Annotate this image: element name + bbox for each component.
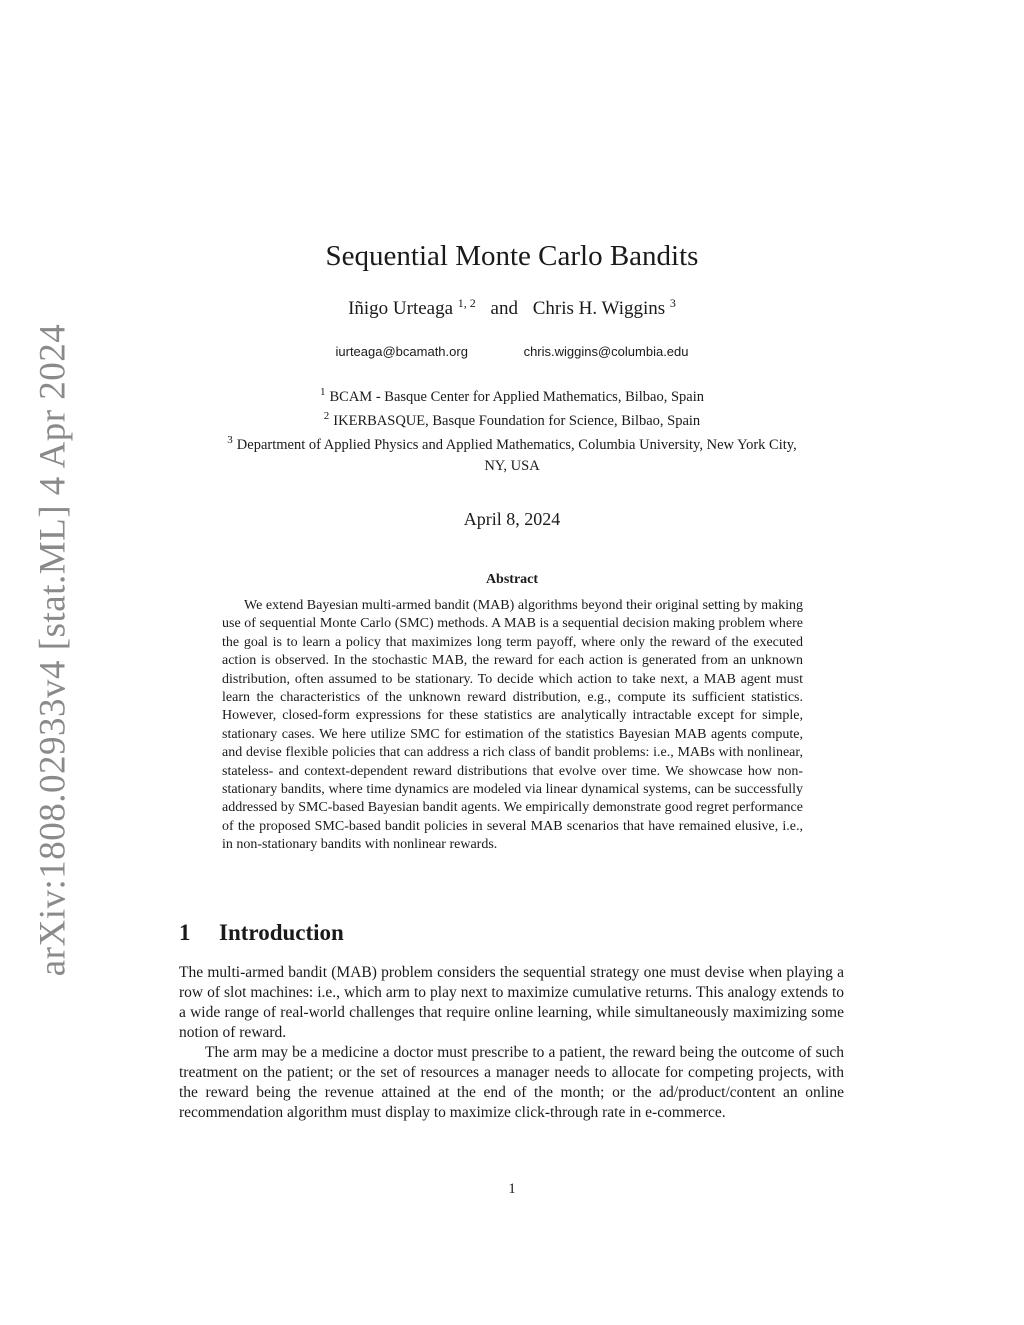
affiliation	[0, 410, 1024, 430]
arxiv-identifier-stamp: arXiv:1808.02933v4 [stat.ML] 4 Apr 2024	[32, 323, 74, 977]
section-heading	[179, 920, 344, 946]
affiliation-marker: 2	[323, 410, 330, 422]
affiliation	[0, 434, 1024, 454]
abstract-heading: Abstract	[485, 572, 539, 587]
body-paragraph: The arm may be a medicine a doctor must prescribe to a patient, the reward being the outcome of such treatment on the patient; or the set of resources a manager needs to allocate for competing projects, with the reward being the revenue attained at the end of the month; or the ad/product/content an online recommendation algorithm must display to maximize click-through rate in e-commerce.	[179, 1044, 844, 1121]
paper-title: Sequential Monte Carlo Bandits	[325, 240, 699, 272]
author-conjunction: and	[490, 298, 518, 319]
section-title: Introduction	[219, 920, 344, 945]
section-number: 1	[179, 920, 191, 945]
affiliation-text: Department of Applied Physics and Applied Mathematics, Columbia University, New York City,	[236, 437, 797, 453]
author-email[interactable]: iurteaga@bcamath.org	[335, 344, 468, 359]
author-name: Chris H. Wiggins	[532, 298, 666, 319]
email-line	[0, 344, 1024, 359]
affiliation-marker: 1	[319, 386, 326, 398]
affiliation-text: BCAM - Basque Center for Applied Mathematics, Bilbao, Spain	[329, 389, 705, 405]
paper-date: April 8, 2024	[463, 509, 561, 529]
affiliation	[0, 386, 1024, 406]
author-affiliation-marker: 3	[669, 296, 676, 310]
affiliation-marker: 3	[227, 434, 233, 446]
affiliation-continuation: NY, USA	[484, 458, 540, 474]
author-affiliation-marker: 1, 2	[457, 296, 476, 310]
author-name: Iñigo Urteaga	[348, 298, 454, 319]
page-number: 1	[508, 1181, 516, 1197]
body-paragraph: The multi-armed bandit (MAB) problem considers the sequential strategy one must devise when playing a row of slot machines: i.e., which arm to play next to maximize cumulative returns. This analogy extends to a wide range of real-world challenges that require online learning, while simultaneously maximizing some notion of reward.	[179, 964, 844, 1041]
affiliation-text: IKERBASQUE, Basque Foundation for Science, Bilbao, Spain	[333, 413, 701, 429]
abstract-text: We extend Bayesian multi-armed bandit (MAB) algorithms beyond their original setting by making use of sequential Monte Carlo (SMC) methods. A MAB is a sequential decision making problem where the goal is to learn a policy that maximizes long term payoff, where only the reward of the executed action is observed. In the stochastic MAB, the reward for each action is generated from an unknown distribution, often assumed to be stationary. To decide which action to take next, a MAB agent must learn the characteristics of the unknown reward distribution, e.g., compute its sufficient statistics. However, closed-form expressions for these statistics are analytically intractable except for simple, stationary cases. We here utilize SMC for estimation of the statistics Bayesian MAB agents compute, and devise flexible policies that can address a rich class of bandit problems: i.e., MABs with nonlinear, stateless- and context-dependent reward distributions that evolve over time. We showcase how non-stationary bandits, where time dynamics are modeled via linear dynamical systems, can be successfully addressed by SMC-based Bayesian bandit agents. We empirically demonstrate good regret performance of the proposed SMC-based bandit policies in several MAB scenarios that have remained elusive, i.e., in non-stationary bandits with nonlinear rewards.	[222, 598, 803, 853]
author-line	[0, 296, 1024, 320]
author-email[interactable]: chris.wiggins@columbia.edu	[523, 344, 689, 359]
